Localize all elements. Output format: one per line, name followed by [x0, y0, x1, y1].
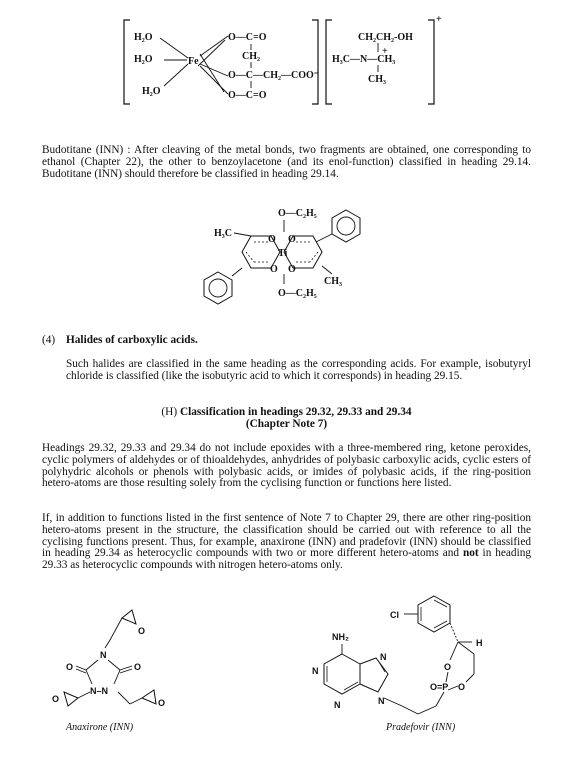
- oxygen-atom: O: [288, 234, 296, 245]
- carboxyl-bottom: O—C=O: [228, 90, 267, 101]
- oxygen-atom: O: [270, 264, 278, 275]
- hydrazine-nitrogens: N–N: [90, 686, 109, 696]
- carboxyl-top: O—C=O: [228, 32, 267, 43]
- if-paragraph-part1: If, in addition to functions listed in the first sentence of Note 7 to Chapter 29, there are other ring-position hetero-atoms present in the structure, the classification should be carried out with reference to all the cyclising functions present. Thus, for example, anaxirone (INN) and pradefovir (INN) should be classified in heading 29.34 as heterocyclic compounds with two or more different hetero-atoms and: [42, 512, 531, 560]
- oxygen-atom: O: [268, 234, 276, 245]
- triazole-nitrogen: N: [100, 650, 107, 660]
- titanium-atom: Ti: [278, 248, 288, 259]
- oxygen-atom: O: [288, 264, 296, 275]
- anaxirone-caption: Anaxirone (INN): [66, 722, 134, 733]
- charge-label: +: [436, 14, 442, 25]
- carbonyl-oxygen: O: [66, 662, 74, 672]
- ring-oxygen: O: [444, 662, 452, 672]
- if-paragraph-part2: in heading 29.33 as heterocyclic compounds with nitrogen hetero-atoms only.: [42, 547, 531, 572]
- iron-complex-structure: [120, 10, 450, 110]
- classification-heading: [42, 406, 531, 418]
- central-carbon-chain: O—C—CH₂—COO⁻: [228, 70, 320, 81]
- epoxide-oxygen: O: [52, 694, 60, 704]
- classification-subheading: (Chapter Note 7): [245, 418, 328, 430]
- iron-atom: Fe: [188, 56, 199, 67]
- water-ligand: H₂O: [142, 86, 161, 97]
- classification-heading-prefix: (H): [161, 406, 180, 418]
- epoxide-oxygen: O: [138, 626, 146, 636]
- purine-nitrogen: N: [334, 700, 341, 710]
- water-ligand: H₂O: [134, 54, 153, 65]
- anaxirone-structure: [50, 600, 180, 722]
- ethoxy-bottom: O—C₂H₅: [278, 288, 317, 299]
- pradefovir-caption: Pradefovir (INN): [386, 722, 456, 733]
- hydrogen-atom: H: [476, 638, 483, 648]
- amino-group: NH₂: [332, 632, 349, 642]
- epoxide-oxygen: O: [158, 698, 166, 708]
- purine-nitrogen: N: [312, 666, 319, 676]
- water-ligand: H₂O: [134, 32, 153, 43]
- pradefovir-structure: [306, 588, 506, 724]
- classification-heading-title: Classification in headings 29.32, 29.33 and 29.34: [179, 406, 412, 418]
- budotitane-paragraph: Budotitane (INN) : After cleaving of the metal bonds, two fragments are obtained, one corresponding to ethanol (Chapter 22), the other to benzoylacetone (and its enol-function) classified in heading 29.14. Budotitane (INN) should therefore be classified in heading 29.14.: [42, 144, 531, 180]
- cation-plus: +: [382, 46, 388, 57]
- if-paragraph-bold: not: [462, 547, 479, 560]
- ring-oxygen: O: [458, 682, 466, 692]
- chlorine-atom: Cl: [390, 610, 399, 620]
- ethoxy-top: O—C₂H₅: [278, 208, 317, 219]
- purine-nitrogen: N: [380, 652, 387, 662]
- methyl-left: H₃C: [214, 228, 232, 239]
- cation-nitrogen: H₃C—N—CH₃: [332, 54, 396, 65]
- cation-hydroxyethyl: CH₂CH₂-OH: [358, 32, 413, 43]
- phosphoryl-group: O=P: [430, 682, 449, 692]
- halides-heading-text: Halides of carboxylic acids.: [66, 334, 198, 346]
- halides-heading-number: (4): [42, 334, 56, 346]
- cation-methyl: CH₃: [368, 74, 386, 85]
- methyl-right: CH₃: [324, 276, 342, 287]
- halides-heading: [66, 334, 198, 346]
- purine-nitrogen: N: [378, 696, 385, 706]
- titanium-complex-structure: [196, 196, 376, 312]
- carbonyl-oxygen: O: [134, 662, 142, 672]
- headings-paragraph: Headings 29.32, 29.33 and 29.34 do not include epoxides with a three-membered ring, ketone peroxides, cyclic polymers of aldehydes or of thioaldehydes, anhydrides of polybasic carboxylic acids, cyclic esters of polyhydric alcohols or phenols with polybasic acids, or imides of polybasic acids, if the ring-position hetero-atoms are those resulting solely from the cyclising function or functions here listed.: [42, 442, 531, 490]
- halides-paragraph: Such halides are classified in the same heading as the corresponding acids. For example, isobutyryl chloride is classified (like the isobutyric acid to which it corresponds) in heading 29.15.: [66, 358, 531, 382]
- if-paragraph: [42, 513, 531, 572]
- methylene: CH₂: [242, 51, 260, 62]
